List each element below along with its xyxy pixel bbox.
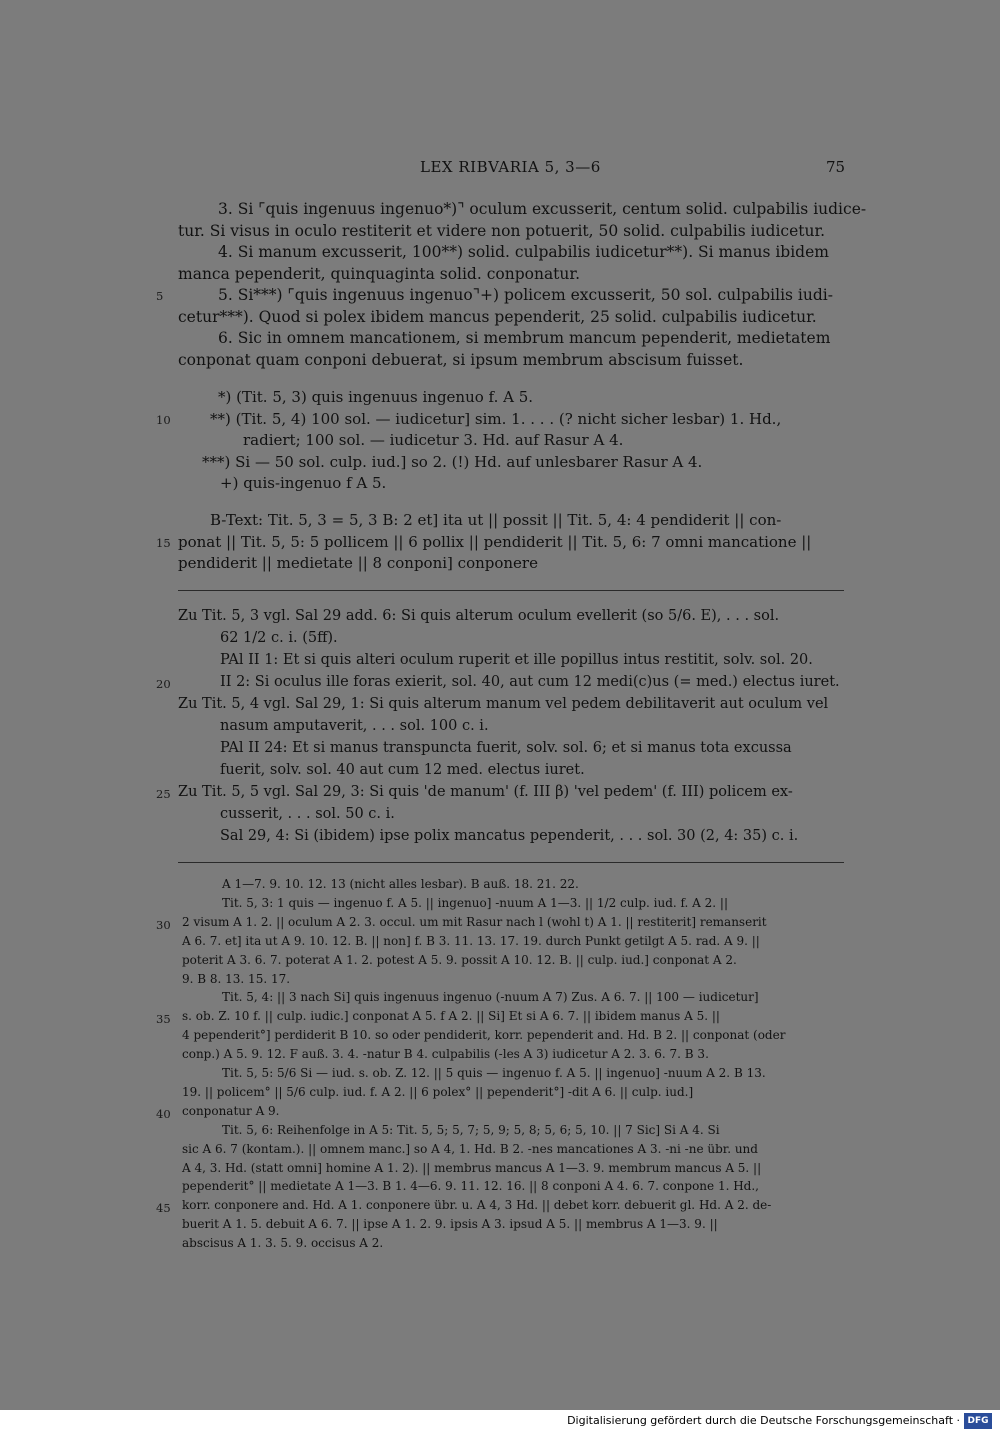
- main-text-line: 3. Si ⌜quis ingenuus ingenuo*)⌝ oculum excusserit, centum solid. culpabilis iudice-: [218, 200, 867, 218]
- footnote-line: *) (Tit. 5, 3) quis ingenuus ingenuo f. A 5.: [218, 388, 534, 406]
- apparatus-line: korr. conponere and. Hd. A 1. conponere übr. u. A 4, 3 Hd. || debet korr. debuerit gl. Hd. A 2. de-: [182, 1198, 772, 1213]
- apparatus-line: 2 visum A 1. 2. || oculum A 2. 3. occul. um mit Rasur nach l (wohl t) A 1. || restiterit] remanserit: [182, 914, 767, 929]
- section-rule: [178, 862, 844, 863]
- main-text-line: 6. Sic in omnem mancationem, si membrum mancum pependerit, medietatem: [218, 329, 831, 347]
- parallel-line: Zu Tit. 5, 5 vgl. Sal 29, 3: Si quis 'de manum' (f. III β) 'vel pedem' (f. III) policem ex-: [178, 784, 793, 800]
- b-text-line: ponat || Tit. 5, 5: 5 pollicem || 6 pollix || pendiderit || Tit. 5, 6: 7 omni mancatione ||: [178, 532, 812, 551]
- apparatus-line: Tit. 5, 5: 5/6 Si — iud. s. ob. Z. 12. || 5 quis — ingenuo f. A 5. || ingenuo] -nuum A 2. B 13.: [222, 1066, 766, 1080]
- apparatus-line: 4 pependerit°] perdiderit B 10. so oder pendiderit, korr. pependerit and. Hd. B 2. || conponat (oder: [182, 1028, 786, 1043]
- apparatus-line: A 1—7. 9. 10. 12. 13 (nicht alles lesbar). B auß. 18. 21. 22.: [222, 877, 579, 891]
- main-text-line: 5. Si***) ⌜quis ingenuus ingenuo⌝+) policem excusserit, 50 sol. culpabilis iudi-: [218, 286, 833, 304]
- line-number: 15: [156, 535, 171, 550]
- footer-bar: [0, 1410, 1000, 1434]
- apparatus-line: 9. B 8. 13. 15. 17.: [182, 971, 291, 986]
- section-rule: [178, 590, 844, 591]
- footnote-line: radiert; 100 sol. — iudicetur 3. Hd. auf Rasur A 4.: [243, 431, 624, 449]
- footnote-line: ***) Si — 50 sol. culp. iud.] so 2. (!) Hd. auf unlesbarer Rasur A 4.: [202, 452, 703, 471]
- parallel-line: 62 1/2 c. i. (5ff).: [220, 630, 338, 646]
- parallel-line: cusserit, . . . sol. 50 c. i.: [220, 806, 395, 822]
- page-number: 75: [826, 158, 846, 176]
- footnote-line: +) quis-ingenuo f A 5.: [220, 474, 387, 492]
- parallel-line: fuerit, solv. sol. 40 aut cum 12 med. electus iuret.: [220, 762, 585, 778]
- apparatus-line: conponatur A 9.: [182, 1103, 280, 1118]
- apparatus-line: A 4, 3. Hd. (statt omni] homine A 1. 2). || membrus mancus A 1—3. 9. membrum mancus A 5. ||: [182, 1160, 762, 1175]
- line-number: 5: [156, 289, 164, 303]
- line-number: 40: [156, 1106, 171, 1121]
- parallel-line: II 2: Si oculus ille foras exierit, sol. 40, aut cum 12 medi(c)us (= med.) electus iuret.: [220, 674, 840, 690]
- footer-credit: Digitalisierung gefördert durch die Deutsche Forschungsgemeinschaft ·: [567, 1414, 960, 1427]
- parallel-line: PAl II 1: Et si quis alteri oculum ruperit et ille popillus intus restitit, solv. sol. 20.: [220, 652, 813, 668]
- parallel-line: PAl II 24: Et si manus transpuncta fuerit, solv. sol. 6; et si manus tota excussa: [220, 740, 792, 756]
- apparatus-line: Tit. 5, 6: Reihenfolge in A 5: Tit. 5, 5; 5, 7; 5, 9; 5, 8; 5, 6; 5, 10. || 7 Sic] Si A 4. Si: [222, 1122, 720, 1137]
- line-number: 10: [156, 412, 171, 427]
- apparatus-line: Tit. 5, 4: || 3 nach Si] quis ingenuus ingenuo (-nuum A 7) Zus. A 6. 7. || 100 — iudicetur]: [222, 990, 759, 1005]
- line-number: 45: [156, 1201, 171, 1216]
- main-text-line: tur. Si visus in oculo restiterit et videre non potuerit, 50 solid. culpabilis iudicetur.: [178, 221, 826, 240]
- running-head: LEX RIBVARIA 5, 3—6: [420, 158, 601, 176]
- apparatus-line: s. ob. Z. 10 f. || culp. iudic.] conponat A 5. f A 2. || Si] Et si A 6. 7. || ibidem manus A 5. ||: [182, 1009, 720, 1024]
- apparatus-line: pependerit° || medietate A 1—3. B 1. 4—6. 9. 11. 12. 16. || 8 conponi A 4. 6. 7. conpone 1. Hd.,: [182, 1179, 759, 1194]
- parallel-line: Zu Tit. 5, 3 vgl. Sal 29 add. 6: Si quis alterum oculum evellerit (so 5/6. E), . . . sol.: [178, 608, 780, 624]
- apparatus-line: Tit. 5, 3: 1 quis — ingenuo f. A 5. || ingenuo] -nuum A 1—3. || 1/2 culp. iud. f. A 2. ||: [222, 895, 728, 910]
- line-number: 20: [156, 677, 171, 691]
- main-text-line: conponat quam conponi debuerat, si ipsum membrum abscisum fuisset.: [178, 350, 744, 369]
- apparatus-line: buerit A 1. 5. debuit A 6. 7. || ipse A 1. 2. 9. ipsis A 3. ipsud A 5. || membrus A 1—3. 9. ||: [182, 1217, 718, 1232]
- apparatus-line: abscisus A 1. 3. 5. 9. occisus A 2.: [182, 1236, 384, 1251]
- main-text-line: cetur***). Quod si polex ibidem mancus pependerit, 25 solid. culpabilis iudicetur.: [178, 307, 817, 326]
- main-text-line: 4. Si manum excusserit, 100**) solid. culpabilis iudicetur**). Si manus ibidem: [218, 243, 829, 261]
- dfg-logo: DFG: [964, 1413, 992, 1429]
- apparatus-line: poterit A 3. 6. 7. poterat A 1. 2. potest A 5. 9. possit A 10. 12. B. || culp. iud.] conponat A 2.: [182, 952, 737, 967]
- apparatus-line: A 6. 7. et] ita ut A 9. 10. 12. B. || non] f. B 3. 11. 13. 17. 19. durch Punkt getilgt A 5. rad. A 9. ||: [182, 933, 760, 948]
- line-number: 35: [156, 1012, 171, 1027]
- parallel-line: nasum amputaverit, . . . sol. 100 c. i.: [220, 718, 489, 734]
- apparatus-line: conp.) A 5. 9. 12. F auß. 3. 4. -natur B 4. culpabilis (-les A 3) iudicetur A 2. 3. 6. 7. B 3.: [182, 1047, 709, 1062]
- apparatus-line: sic A 6. 7 (kontam.). || omnem manc.] so A 4, 1. Hd. B 2. -nes mancationes A 3. -ni -ne übr. und: [182, 1141, 758, 1156]
- main-text-line: manca pependerit, quinquaginta solid. conponatur.: [178, 264, 581, 283]
- b-text-line: B-Text: Tit. 5, 3 = 5, 3 B: 2 et] ita ut || possit || Tit. 5, 4: 4 pendiderit || con-: [210, 511, 782, 529]
- footnote-line: **) (Tit. 5, 4) 100 sol. — iudicetur] sim. 1. . . . (? nicht sicher lesbar) 1. Hd.,: [210, 409, 782, 428]
- parallel-line: Sal 29, 4: Si (ibidem) ipse polix mancatus pependerit, . . . sol. 30 (2, 4: 35) c. i.: [220, 828, 799, 844]
- line-number: 25: [156, 787, 171, 801]
- b-text-line: pendiderit || medietate || 8 conponi] conponere: [178, 554, 538, 572]
- parallel-line: Zu Tit. 5, 4 vgl. Sal 29, 1: Si quis alterum manum vel pedem debilitaverit aut oculum vel: [178, 696, 829, 712]
- apparatus-line: 19. || policem° || 5/6 culp. iud. f. A 2. || 6 polex° || pependerit°] -dit A 6. || culp. iud.]: [182, 1084, 694, 1099]
- line-number: 30: [156, 917, 171, 932]
